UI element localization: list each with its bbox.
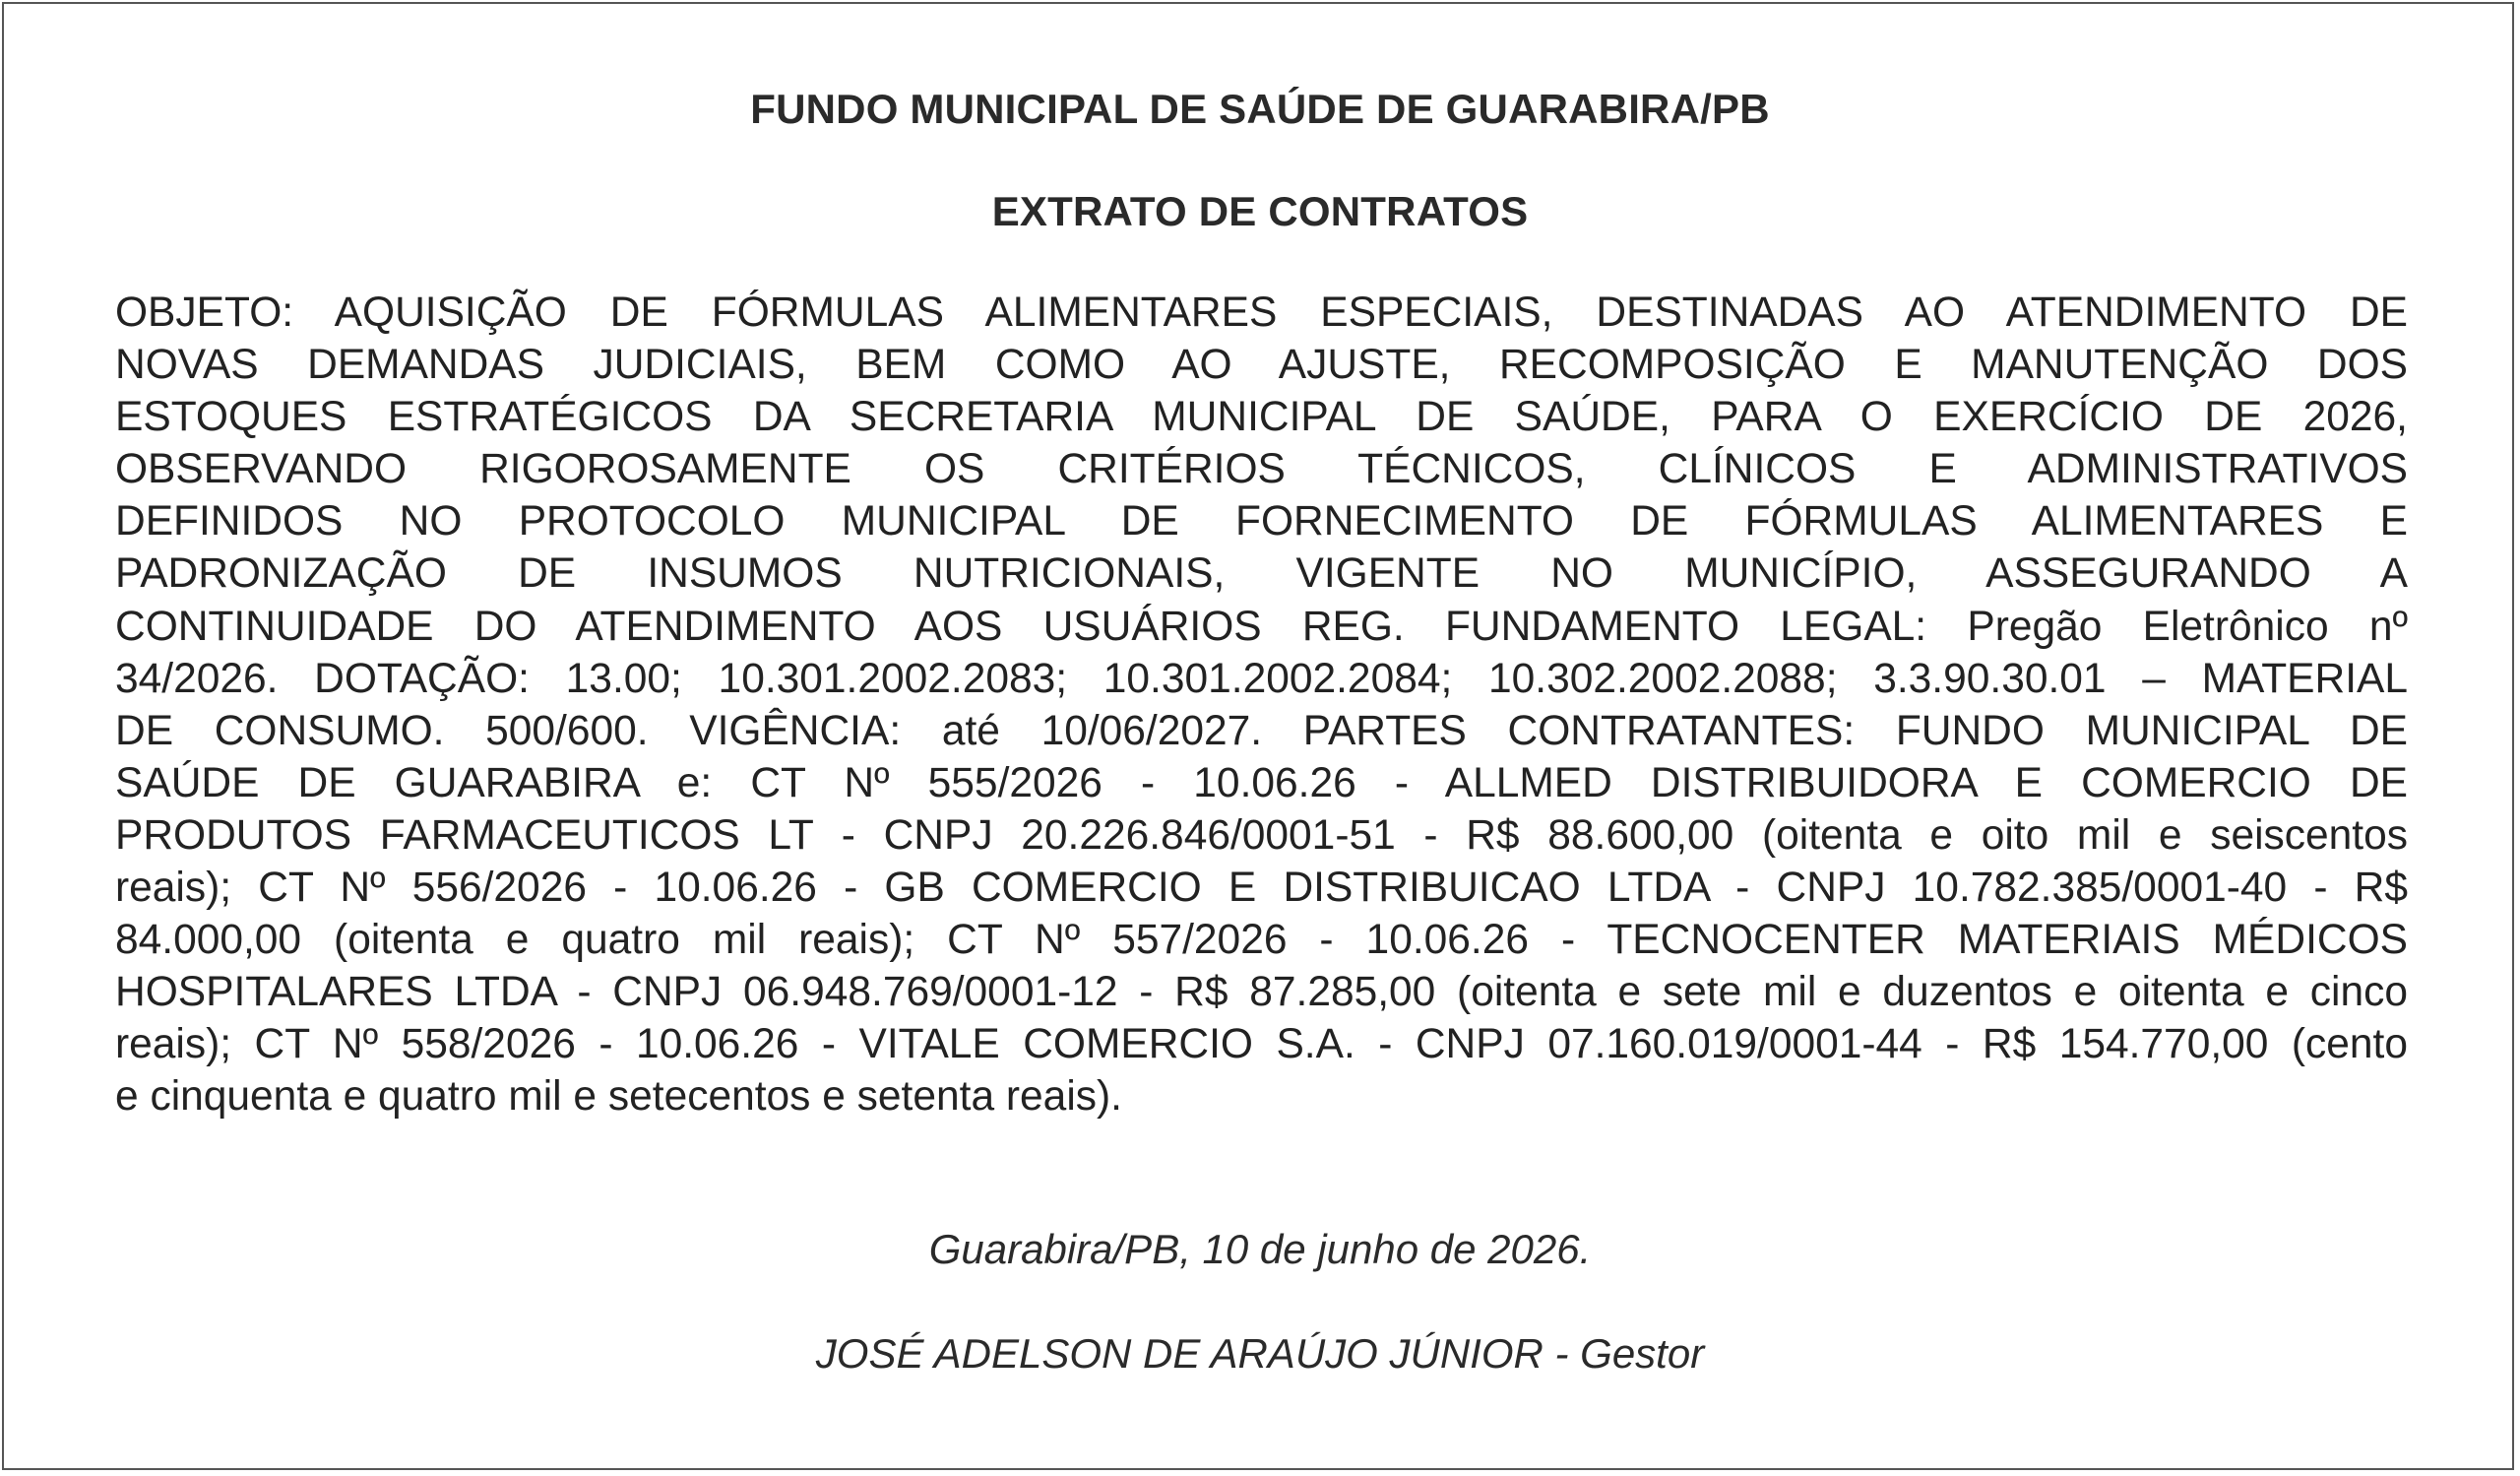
body-line: 34/2026. DOTAÇÃO: 13.00; 10.301.2002.2083; 10.301.2002.2084; 10.302.2002.2088; 3.3.90.30.01 – MATERIAL <box>115 655 2408 702</box>
body-line: DE CONSUMO. 500/600. VIGÊNCIA: até 10/06/2027. PARTES CONTRATANTES: FUNDO MUNICIPAL DE <box>115 707 2408 754</box>
body-line: HOSPITALARES LTDA - CNPJ 06.948.769/0001-12 - R$ 87.285,00 (oitenta e sete mil e duzentos e oitenta e cinco <box>115 969 2408 1016</box>
section-title: EXTRATO DE CONTRATOS <box>991 188 1529 234</box>
body-line: CONTINUIDADE DO ATENDIMENTO AOS USUÁRIOS REG. FUNDAMENTO LEGAL: Pregão Eletrônico nº <box>115 603 2408 650</box>
body-line: DEFINIDOS NO PROTOCOLO MUNICIPAL DE FORNECIMENTO DE FÓRMULAS ALIMENTARES E <box>115 498 2408 545</box>
signature-line <box>0 1328 2520 1380</box>
signatory-separator: - <box>1543 1330 1581 1377</box>
body-line: SAÚDE DE GUARABIRA e: CT Nº 555/2026 - 10.06.26 - ALLMED DISTRIBUIDORA E COMERCIO DE <box>115 759 2408 806</box>
body-line: OBJETO: AQUISIÇÃO DE FÓRMULAS ALIMENTARES ESPECIAIS, DESTINADAS AO ATENDIMENTO DE <box>115 289 2408 336</box>
body-line: reais); CT Nº 556/2026 - 10.06.26 - GB COMERCIO E DISTRIBUICAO LTDA - CNPJ 10.782.385/0001-40 - R$ <box>115 865 2408 912</box>
body-line: NOVAS DEMANDAS JUDICIAIS, BEM COMO AO AJUSTE, RECOMPOSIÇÃO E MANUTENÇÃO DOS <box>115 342 2408 389</box>
body-line: e cinquenta e quatro mil e setecentos e setenta reais). <box>115 1073 1122 1121</box>
signatory-name: JOSÉ ADELSON DE ARAÚJO JÚNIOR <box>815 1330 1544 1377</box>
place-date: Guarabira/PB, 10 de junho de 2026. <box>928 1226 1592 1272</box>
body-line: PRODUTOS FARMACEUTICOS LT - CNPJ 20.226.846/0001-51 - R$ 88.600,00 (oitenta e oito mil e seiscentos <box>115 811 2408 859</box>
signatory-role: Gestor <box>1580 1330 1705 1377</box>
body-line: reais); CT Nº 558/2026 - 10.06.26 - VITALE COMERCIO S.A. - CNPJ 07.160.019/0001-44 - R$ 154.770,00 (cento <box>115 1021 2408 1068</box>
body-line: PADRONIZAÇÃO DE INSUMOS NUTRICIONAIS, VIGENTE NO MUNICÍPIO, ASSEGURANDO A <box>115 550 2408 598</box>
body-line: ESTOQUES ESTRATÉGICOS DA SECRETARIA MUNICIPAL DE SAÚDE, PARA O EXERCÍCIO DE 2026, <box>115 394 2408 441</box>
body-line: OBSERVANDO RIGOROSAMENTE OS CRITÉRIOS TÉCNICOS, CLÍNICOS E ADMINISTRATIVOS <box>115 446 2408 493</box>
body-line: 84.000,00 (oitenta e quatro mil reais); CT Nº 557/2026 - 10.06.26 - TECNOCENTER MATERIAIS MÉDICOS <box>115 917 2408 964</box>
organization-heading: FUNDO MUNICIPAL DE SAÚDE DE GUARABIRA/PB <box>750 86 1770 132</box>
contract-body <box>115 287 2408 1123</box>
